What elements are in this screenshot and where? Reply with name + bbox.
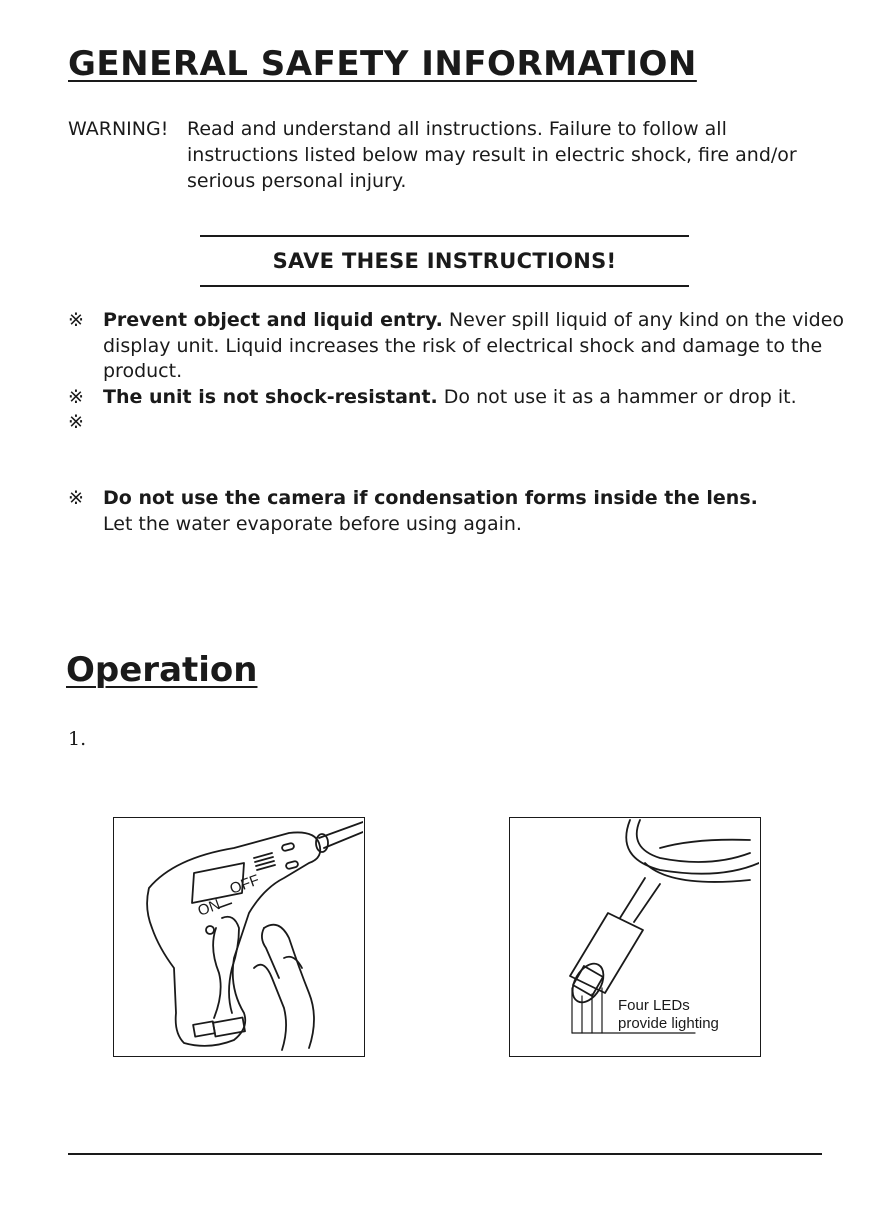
leds-caption-line1: Four LEDs bbox=[618, 997, 690, 1014]
bullet-text: Never spill liquid of any kind on the video display unit. Liquid increases the risk of electrical shock and damage to the product. bbox=[103, 309, 845, 382]
on-label: ON bbox=[195, 896, 223, 920]
bullet-item bbox=[68, 486, 848, 537]
operation-heading: Operation bbox=[66, 650, 258, 690]
footer-divider bbox=[68, 1153, 822, 1155]
bullet-text: Do not use it as a hammer or drop it. bbox=[437, 385, 797, 408]
warning-block bbox=[68, 116, 828, 194]
warning-text: Read and understand all instructions. Failure to follow all instructions listed below may result in electric shock, fire and/or serious personal injury. bbox=[187, 118, 797, 192]
bullet-heading: The unit is not shock-resistant. bbox=[103, 385, 438, 408]
figure-camera-head bbox=[509, 817, 761, 1057]
leds-caption-line2: provide lighting bbox=[618, 1015, 719, 1032]
camera-head-illustration bbox=[510, 818, 759, 1055]
blank-space bbox=[68, 410, 848, 486]
reference-mark-icon: ※ bbox=[68, 487, 84, 509]
reference-mark-icon: ※ bbox=[68, 309, 84, 331]
safety-bullet-list bbox=[68, 308, 848, 537]
warning-label: WARNING! bbox=[68, 118, 169, 140]
save-banner-text: SAVE THESE INSTRUCTIONS! bbox=[272, 249, 617, 273]
step-number: 1. bbox=[68, 728, 87, 750]
bullet-item bbox=[68, 385, 848, 411]
off-label: OFF bbox=[227, 871, 262, 898]
bullet-heading: Do not use the camera if condensation forms inside the lens. bbox=[103, 487, 758, 509]
page-title: GENERAL SAFETY INFORMATION bbox=[68, 44, 697, 84]
reference-mark-icon: ※ bbox=[68, 411, 84, 433]
bullet-text: Let the water evaporate before using again. bbox=[103, 512, 522, 535]
power-switch-illustration bbox=[114, 818, 363, 1055]
save-banner-top-rule bbox=[200, 235, 689, 237]
reference-mark-icon: ※ bbox=[68, 385, 84, 408]
bullet-item bbox=[68, 308, 848, 385]
figure-power-switch bbox=[113, 817, 365, 1057]
bullet-heading: Prevent object and liquid entry. bbox=[103, 309, 443, 331]
save-banner-bottom-rule bbox=[200, 285, 689, 287]
